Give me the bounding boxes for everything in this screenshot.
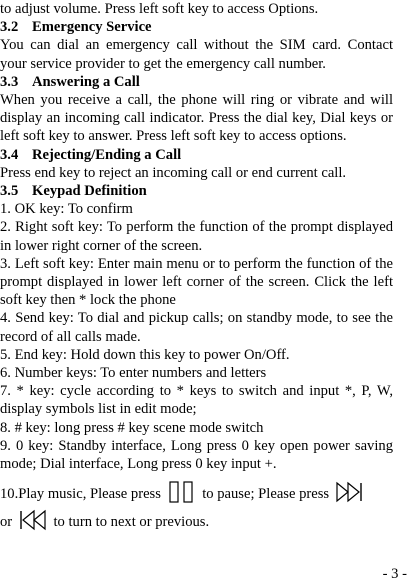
section-heading (0, 73, 393, 91)
keypad-item: 2. Right soft key: To perform the function of the prompt displayed in lower right corner of the screen. (0, 219, 393, 254)
section-title: Emergency Service (32, 19, 152, 36)
section-heading (0, 182, 393, 200)
keypad-item: 5. End key: Hold down this key to power On/Off. (0, 346, 290, 363)
intro-text: to adjust volume. Press left soft key to access Options. (0, 1, 319, 17)
keypad-item-music (0, 480, 393, 536)
keypad-item: 3. Left soft key: Enter main menu or to perform the function of the prompt displayed in lower left corner of the screen. Click the left soft key then * lock the phone (0, 255, 393, 309)
section-title: Answering a Call (32, 73, 140, 90)
music-text-part: or (0, 514, 13, 531)
keypad-item: 6. Number keys: To enter numbers and letters (0, 365, 267, 382)
section-title: Keypad Definition (32, 183, 147, 200)
next-icon (335, 480, 365, 504)
section-number: 3.2 (0, 19, 19, 36)
music-text-part: 10.Play music, Please press (0, 486, 161, 503)
section-body: When you receive a call, the phone will ring or vibrate and will display an incoming call indicator. Press the dial key, Dial keys or left soft key to answer. Press left soft key to access options. (0, 92, 393, 145)
keypad-item: 7. * key: cycle according to * keys to switch and input *, P, W, display symbols list in edit mode; (0, 383, 393, 418)
section-number: 3.5 (0, 183, 19, 200)
section-body: Press end key to reject an incoming call or end current call. (0, 164, 347, 181)
section-number: 3.4 (0, 146, 19, 163)
section-heading (0, 146, 393, 164)
previous-icon (18, 508, 48, 532)
keypad-item: 9. 0 key: Standby interface, Long press 0 key open power saving mode; Dial interface, Long press 0 key input +. (0, 437, 393, 473)
music-text-part: to turn to next or previous. (53, 514, 210, 531)
music-text-part: to pause; Please press (202, 486, 330, 503)
section-title: Rejecting/Ending a Call (32, 146, 182, 163)
pause-icon (167, 480, 197, 504)
section-number: 3.3 (0, 73, 19, 90)
keypad-item: 8. # key: long press # key scene mode switch (0, 419, 264, 436)
section-heading (0, 18, 393, 36)
section-body: You can dial an emergency call without the SIM card. Contact your service provider to get the emergency call number. (0, 37, 393, 72)
page-number: - 3 - (382, 566, 407, 580)
keypad-item: 4. Send key: To dial and pickup calls; on standby mode, to see the record of all calls made. (0, 310, 393, 345)
keypad-item: 1. OK key: To confirm (0, 201, 133, 218)
